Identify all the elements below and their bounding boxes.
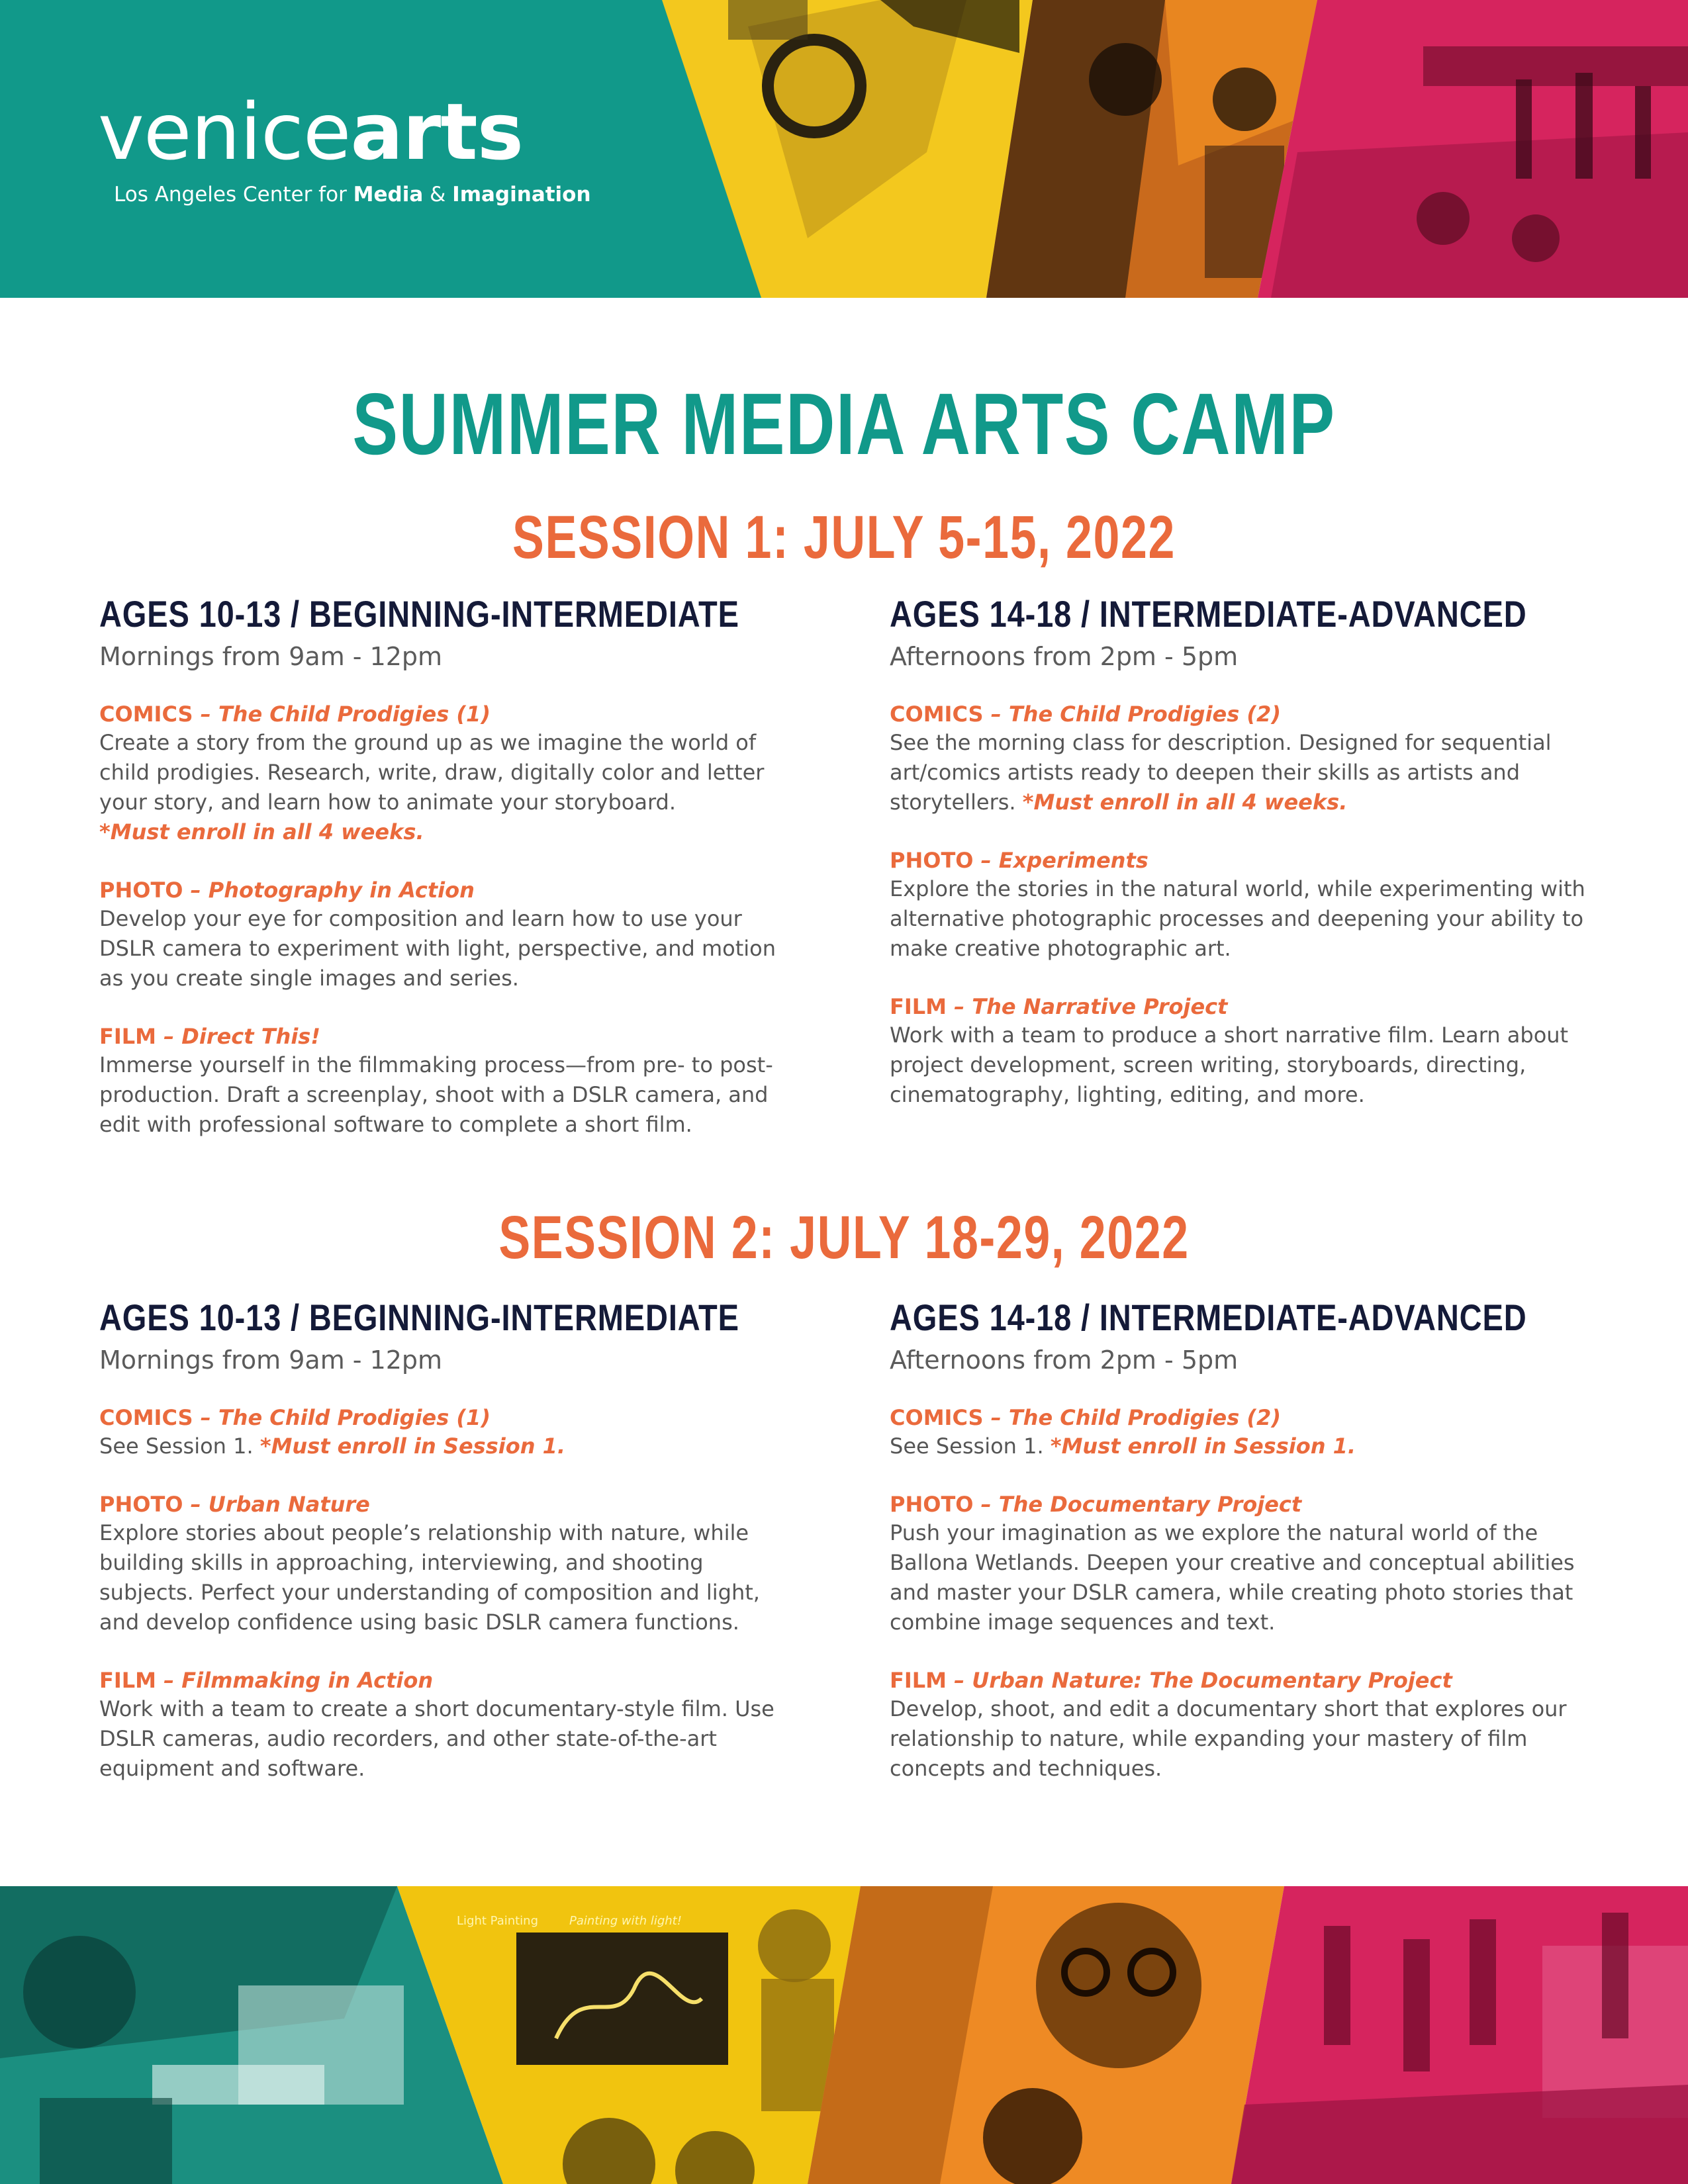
course-description: Work with a team to create a short documentary-style film. Use DSLR cameras, audio recorders, and other state-of-the-art equipment and software. [99, 1696, 774, 1781]
course-name: The Child Prodigies (2) [1008, 1405, 1281, 1430]
schedule-time: Mornings from 9am - 12pm [99, 642, 443, 671]
enroll-note: *Must enroll in Session 1. [1050, 1433, 1356, 1459]
tagline-bold-media: Media [353, 183, 424, 206]
brand-logo [98, 86, 591, 206]
course-comics [99, 1405, 801, 1461]
age-group-heading: AGES 10-13 / BEGINNING-INTERMEDIATE [99, 593, 739, 635]
course-heading: FILM – Direct This! [99, 1024, 320, 1049]
course-heading: FILM – The Narrative Project [890, 994, 1228, 1019]
screen-text-left: Light Painting [457, 1914, 539, 1928]
logo-wordmark [98, 86, 591, 177]
course-description [890, 1432, 1591, 1461]
age-group-heading: AGES 14-18 / INTERMEDIATE-ADVANCED [890, 1297, 1527, 1338]
enroll-note: *Must enroll in Session 1. [259, 1433, 566, 1459]
course-film [99, 1668, 801, 1784]
course-heading: PHOTO – Experiments [890, 848, 1149, 873]
projector-screen [516, 1933, 728, 2065]
logo-tagline [114, 183, 591, 206]
course-photo [99, 1492, 801, 1637]
course-name: The Child Prodigies (2) [1008, 702, 1281, 727]
course-description [890, 728, 1591, 817]
session-2-title: SESSION 2: JULY 18-29, 2022 [498, 1204, 1190, 1271]
course-heading: COMICS – The Child Prodigies (1) [99, 702, 491, 727]
screen-text-right: Painting with light! [569, 1914, 682, 1928]
header-banner [0, 0, 1688, 298]
course-type: PHOTO [890, 848, 974, 873]
course-photo [890, 848, 1591, 964]
course-description [99, 728, 801, 847]
course-heading: PHOTO – Urban Nature [99, 1492, 370, 1517]
course-type: PHOTO [99, 1492, 183, 1517]
course-description: Work with a team to produce a short narrative film. Learn about project development, screen writing, storyboards, directing, cinematography, lighting, editing, and more. [890, 1023, 1569, 1107]
page-title: SUMMER MEDIA ARTS CAMP [352, 375, 1336, 473]
course-desc-text: Create a story from the ground up as we imagine the world of child prodigies. Research, write, draw, digitally color and letter your story, and learn how to animate your storyboard. [99, 730, 765, 815]
course-desc-text: See Session 1. [99, 1433, 254, 1459]
course-description: Push your imagination as we explore the natural world of the Ballona Wetlands. Deepen your creative and conceptual abilities and master your DSLR camera, while creating photo stories that combine image sequences and text. [890, 1520, 1575, 1635]
age-group-heading: AGES 10-13 / BEGINNING-INTERMEDIATE [99, 1297, 739, 1338]
course-film [890, 1668, 1591, 1784]
course-film [890, 994, 1591, 1110]
course-heading: COMICS – The Child Prodigies (2) [890, 1405, 1281, 1430]
course-type: FILM [890, 1668, 947, 1693]
session-1-senior-column [890, 592, 1591, 1110]
course-type: COMICS [99, 1405, 193, 1430]
footer-photo-strip [0, 1886, 1688, 2184]
course-name: Filmmaking in Action [181, 1668, 434, 1693]
course-photo [99, 878, 801, 993]
course-name: Experiments [998, 848, 1149, 873]
course-description [99, 1432, 801, 1461]
course-description: Explore the stories in the natural world, while experimenting with alternative photographic processes and deepening your ability to make creative photographic art. [890, 876, 1585, 961]
tagline-mid: & [423, 183, 453, 206]
course-heading: COMICS – The Child Prodigies (1) [99, 1405, 491, 1430]
footer-photo-collage [0, 1886, 1688, 2184]
course-name: The Child Prodigies (1) [218, 1405, 491, 1430]
course-photo [890, 1492, 1591, 1637]
course-name: Urban Nature [208, 1492, 370, 1517]
course-type: FILM [99, 1668, 156, 1693]
session-2-senior-column [890, 1296, 1591, 1784]
schedule-time: Mornings from 9am - 12pm [99, 1345, 443, 1375]
course-comics [890, 1405, 1591, 1461]
schedule-time: Afternoons from 2pm - 5pm [890, 1345, 1239, 1375]
session-1-junior-column [99, 592, 801, 1140]
course-comics [99, 702, 801, 847]
course-description: Explore stories about people’s relationship with nature, while building skills in approaching, interviewing, and shooting subjects. Perfect your understanding of composition and light, and develop confidence using basic DSLR camera functions. [99, 1520, 760, 1635]
course-type: FILM [99, 1024, 156, 1049]
course-name: The Narrative Project [972, 994, 1228, 1019]
session-2-junior-column [99, 1296, 801, 1784]
course-description: Develop your eye for composition and learn how to use your DSLR camera to experiment with light, perspective, and motion as you create single images and series. [99, 906, 776, 991]
enroll-note: *Must enroll in all 4 weeks. [99, 819, 424, 844]
schedule-time: Afternoons from 2pm - 5pm [890, 642, 1239, 671]
tagline-prefix: Los Angeles Center for [114, 183, 353, 206]
course-heading: FILM – Urban Nature: The Documentary Project [890, 1668, 1452, 1693]
course-heading: PHOTO – Photography in Action [99, 878, 475, 903]
logo-bold-text: arts [350, 86, 523, 177]
logo-light-text: venice [98, 86, 351, 177]
session-1-title: SESSION 1: JULY 5-15, 2022 [512, 504, 1176, 571]
course-description: Develop, shoot, and edit a documentary short that explores our relationship to nature, while expanding your mastery of film concepts and techniques. [890, 1696, 1567, 1781]
course-desc-text: See Session 1. [890, 1433, 1044, 1459]
course-desc-text: See the morning class for description. Designed for sequential art/comics artists ready to deepen their skills as artists and storytellers. [890, 730, 1552, 815]
course-name: Photography in Action [208, 878, 475, 903]
course-name: Direct This! [181, 1024, 320, 1049]
course-type: PHOTO [99, 878, 183, 903]
course-description: Immerse yourself in the filmmaking process—from pre- to post-production. Draft a screenplay, shoot with a DSLR camera, and edit with professional software to complete a short film. [99, 1052, 773, 1137]
course-type: COMICS [99, 702, 193, 727]
course-film [99, 1024, 801, 1140]
course-type: COMICS [890, 1405, 984, 1430]
tagline-bold-imagination: Imagination [452, 183, 591, 206]
course-heading: FILM – Filmmaking in Action [99, 1668, 434, 1693]
course-comics [890, 702, 1591, 817]
course-type: COMICS [890, 702, 984, 727]
course-name: The Documentary Project [998, 1492, 1302, 1517]
enroll-note: *Must enroll in all 4 weeks. [1022, 790, 1348, 815]
course-name: The Child Prodigies (1) [218, 702, 491, 727]
course-type: FILM [890, 994, 947, 1019]
age-group-heading: AGES 14-18 / INTERMEDIATE-ADVANCED [890, 593, 1527, 635]
course-heading: PHOTO – The Documentary Project [890, 1492, 1302, 1517]
course-heading: COMICS – The Child Prodigies (2) [890, 702, 1281, 727]
course-type: PHOTO [890, 1492, 974, 1517]
course-name: Urban Nature: The Documentary Project [972, 1668, 1452, 1693]
